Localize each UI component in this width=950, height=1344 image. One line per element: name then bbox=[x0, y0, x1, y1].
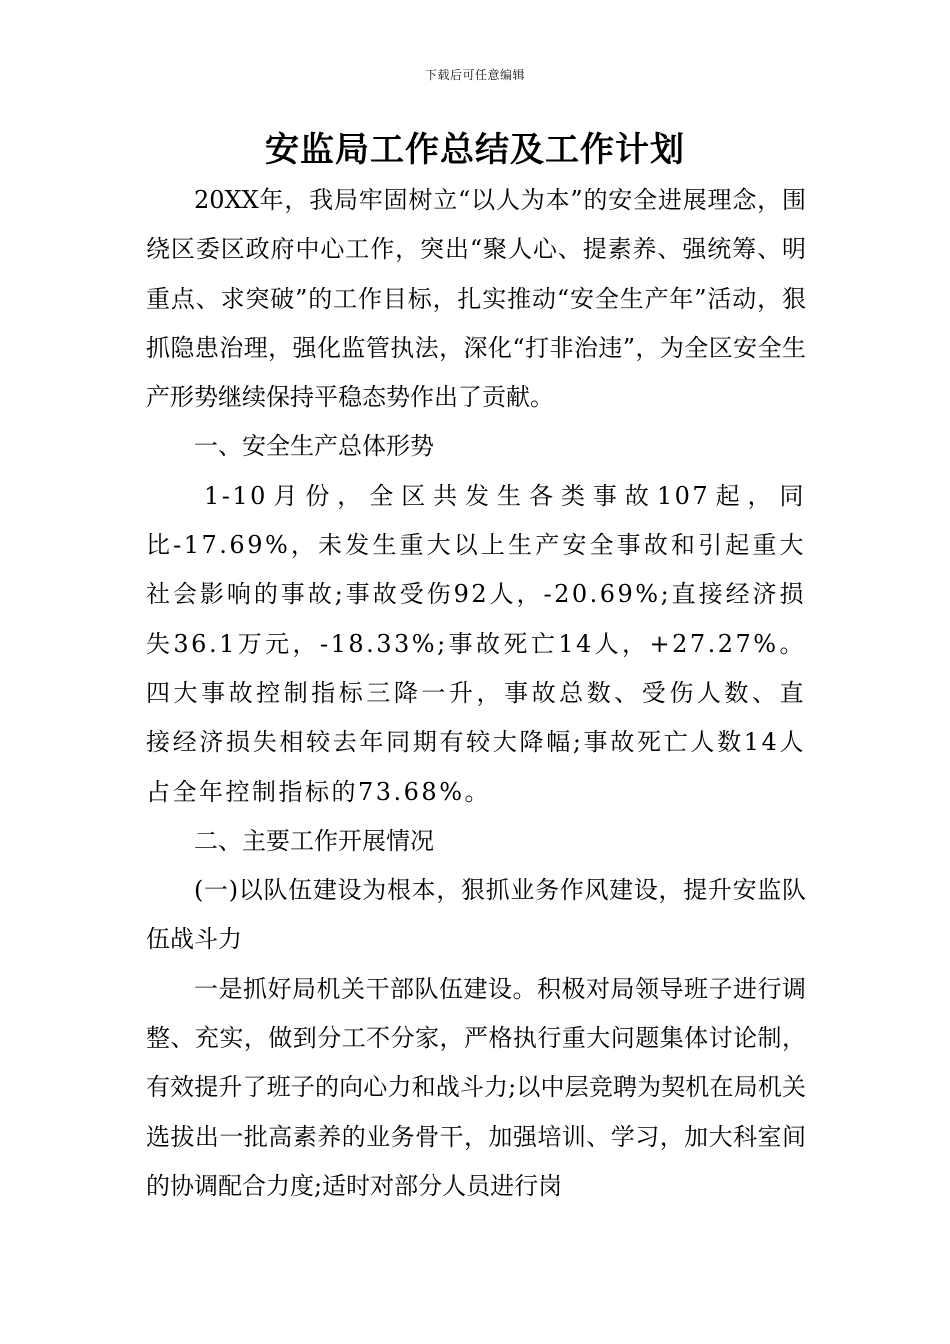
header-note: 下载后可任意编辑 bbox=[424, 68, 525, 82]
section-heading-2: 二、主要工作开展情况 bbox=[194, 826, 434, 855]
item-paragraph-1: 一是抓好局机关干部队伍建设。积极对局领导班子进行调整、充实，做到分工不分家，严格执行重大问题集体讨论制，有效提升了班子的向心力和战斗力;以中层竞聘为契机在局机关选拔出一批高素养的业务骨干，加强培训、学习，加大科室间的协调配合力度;适时对部分人员进行岗 bbox=[146, 974, 806, 1200]
intro-paragraph: 20XX年，我局牢固树立“以人为本”的安全进展理念，围绕区委区政府中心工作，突出“聚人心、提素养、强统筹、明重点、求突破”的工作目标，扎实推动“安全生产年”活动，狠抓隐患治理，强化监管执法，深化“打非治违”，为全区安全生产形势继续保持平稳态势作出了贡献。 bbox=[146, 186, 806, 412]
section-heading-1: 一、安全生产总体形势 bbox=[194, 432, 434, 461]
document-title: 安监局工作总结及工作计划 bbox=[265, 130, 685, 170]
document-body bbox=[146, 176, 806, 1211]
sub-heading-1: (一)以队伍建设为根本，狠抓业务作风建设，提升安监队伍战斗力 bbox=[146, 876, 806, 954]
stats-paragraph: 1-10月份，全区共发生各类事故107起，同比-17.69%，未发生重大以上生产安全事故和引起重大社会影响的事故;事故受伤92人，-20.69%;直接经济损失36.1万元，-18.33%;事故死亡14人，+27.27%。四大事故控制指标三降一升，事故总数、受伤人数、直接经济损失相较去年同期有较大降幅;事故死亡人数14人占全年控制指标的73.68%。 bbox=[146, 481, 806, 806]
